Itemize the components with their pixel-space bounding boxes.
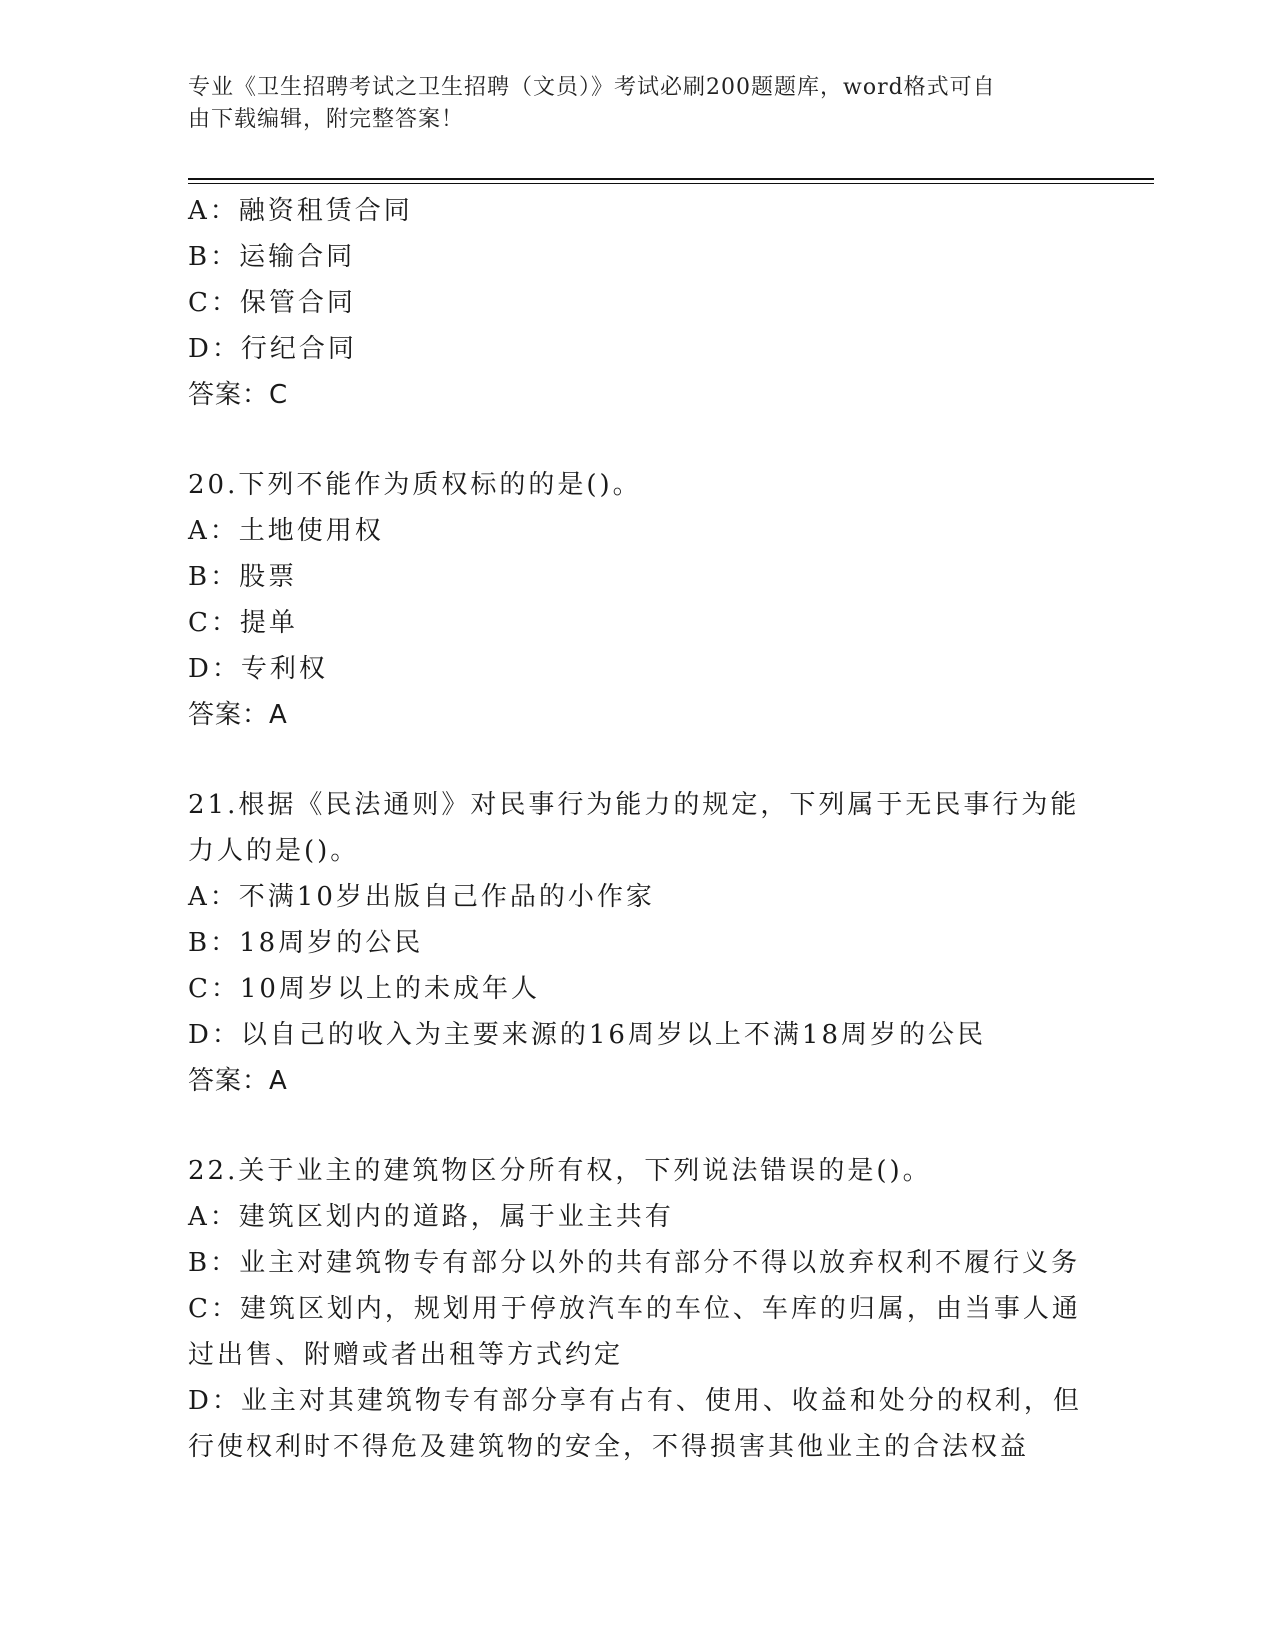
option-d-line-1: D：业主对其建筑物专有部分享有占有、使用、收益和处分的权利，但 <box>188 1386 1082 1416</box>
question-22 <box>188 1148 1088 1470</box>
option-b: B：18周岁的公民 <box>188 928 424 958</box>
answer-line: 答案：A <box>188 700 288 730</box>
spacer <box>188 418 1088 462</box>
option-d: D：以自己的收入为主要来源的16周岁以上不满18周岁的公民 <box>188 1020 987 1050</box>
question-stem-line-2: 力人的是()。 <box>188 836 360 866</box>
question-stem: 22.关于业主的建筑物区分所有权，下列说法错误的是()。 <box>188 1156 932 1186</box>
option-c: C：提单 <box>188 608 298 638</box>
spacer <box>188 1104 1088 1148</box>
header-line-2: 由下载编辑，附完整答案！ <box>188 107 465 132</box>
spacer <box>188 738 1088 782</box>
answer-line: 答案：A <box>188 1066 288 1096</box>
option-d: D：专利权 <box>188 654 328 684</box>
question-19-tail <box>188 188 1088 418</box>
header-divider-thin <box>188 183 1154 184</box>
option-a: A：土地使用权 <box>188 516 384 546</box>
option-d-line-2: 行使权利时不得危及建筑物的安全，不得损害其他业主的合法权益 <box>188 1432 1030 1462</box>
option-b: B：运输合同 <box>188 242 356 272</box>
option-a: A：不满10岁出版自己作品的小作家 <box>188 882 655 912</box>
option-a: A：融资租赁合同 <box>188 196 413 226</box>
option-c: C：保管合同 <box>188 288 356 318</box>
answer-line: 答案：C <box>188 380 289 410</box>
question-20 <box>188 462 1088 738</box>
option-c: C：10周岁以上的未成年人 <box>188 974 540 1004</box>
option-c-line-1: C：建筑区划内，规划用于停放汽车的车位、车库的归属，由当事人通 <box>188 1294 1081 1324</box>
header-line-1: 专业《卫生招聘考试之卫生招聘（文员）》考试必刷200题题库，word格式可自 <box>188 75 996 100</box>
question-stem: 20.下列不能作为质权标的的是()。 <box>188 470 642 500</box>
question-content <box>188 188 1088 1470</box>
question-21 <box>188 782 1088 1104</box>
header-divider-thick <box>188 178 1154 180</box>
option-c-line-2: 过出售、附赠或者出租等方式约定 <box>188 1340 624 1370</box>
option-b: B：股票 <box>188 562 298 592</box>
question-stem-line-1: 21.根据《民法通则》对民事行为能力的规定，下列属于无民事行为能 <box>188 790 1080 820</box>
option-d: D：行纪合同 <box>188 334 357 364</box>
option-b: B：业主对建筑物专有部分以外的共有部分不得以放弃权利不履行义务 <box>188 1248 1081 1278</box>
document-header <box>188 72 1088 136</box>
option-a: A：建筑区划内的道路，属于业主共有 <box>188 1202 674 1232</box>
